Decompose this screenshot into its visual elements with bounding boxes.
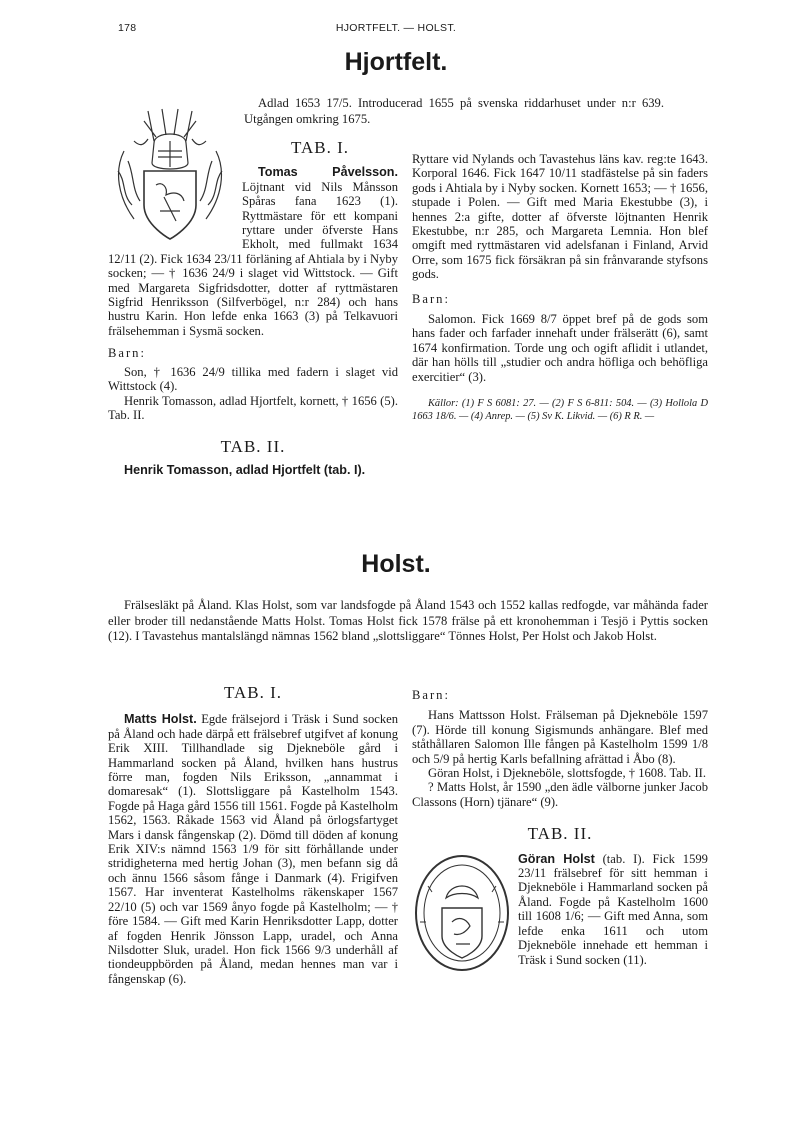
hjortfelt-intro: Adlad 1653 17/5. Introducerad 1655 på svenska riddarhuset under n:r 639. Utgången omkring 1675. xyxy=(244,96,664,126)
child-entry: Son, † 1636 24/9 tillika med fadern i slaget vid Wittstock (4). xyxy=(108,364,398,394)
holst-tab1-heading: TAB. I. xyxy=(223,683,283,702)
holst-left-column xyxy=(108,683,399,986)
child-entry: Hans Mattsson Holst. Frälseman på Djekneböle 1597 (7). Hörde till konung Sigismunds anhängare. Blef med ståthållaren Salomon Ille fången på Kastelholm 1599 1/8 och 5/9 på hertig Karls befallning afrättad i Åbo (8). xyxy=(412,708,708,766)
barn-label: Barn: xyxy=(412,688,450,702)
hjortfelt-tab2-line: Henrik Tomasson, adlad Hjortfelt (tab. I). xyxy=(124,462,366,477)
sources: Källor: (1) F S 6081: 27. — (2) F S 6-811: 504. — (3) Hollola D 1663 18/6. — (4) Anrep. — (5) Sv K. Likvid. — (6) R R. — xyxy=(412,398,708,422)
person-name: Göran Holst xyxy=(518,851,595,866)
hjortfelt-tab2-heading: TAB. II. xyxy=(220,437,286,457)
child-entry: Henrik Tomasson, adlad Hjortfelt, kornett, † 1656 (5). Tab. II. xyxy=(108,393,398,422)
person-name: Tomas Påvelsson. xyxy=(258,165,398,180)
hjortfelt-tab2-text: Ryttare vid Nylands och Tavastehus läns kav. reg:te 1643. Korporal 1646. Fick 1647 10/11 stadfästelse på sin faders gods i Ahtiala by i Nyby socken. Kornett 1653; — † 1656, stupade i Polen. — Gift med Maria Ekestubbe (3), i hennes 2:a gifte, dotter af öfverste löjtnanten Henrik Ekestubbe, n:r 285, och Margareta Lemnia. Hon blef omgift med ryttmästaren vid adelsfanan i Finland, Arvid Orre, som 1675 fick försäkran på sin frånvarande styfsons gods. xyxy=(412,152,708,282)
holst-tab2-heading: TAB. II. xyxy=(527,824,593,844)
holst-intro: Frälsesläkt på Åland. Klas Holst, som var landsfogde på Åland 1543 och 1552 kallas redfogde, var måhända fader eller broder till nedanstående Matts Holst. Tomas Holst fick 1578 frälse på ett kronohemman i Tesjö i Pyttis socken (12). I Tavastehus mantalslängd nämnas 1562 bland „slottsliggare“ Tönnes Holst, Per Holst och Jakob Holst. xyxy=(108,598,708,644)
holst-right-column xyxy=(412,688,708,976)
page-number: 178 xyxy=(118,22,137,34)
child-entry: ? Matts Holst, år 1590 „den ädle välborne junker Jacob Classons (Horn) tjänare“ (9). xyxy=(412,780,708,809)
child-entry: Salomon. Fick 1669 8/7 öppet bref på de gods som hans fader och farfader innehaft under frälserätt (6), samt 1674 konfirmation. Torde ung och ogift aflidit i utlandet, där han hölls till „studier och andra höfliga och behöfliga exercitier“ (3). xyxy=(412,312,708,384)
running-title: HJORTFELT. — HOLST. xyxy=(335,22,457,34)
holst-tab1-text: Egde frälsejord i Träsk i Sund socken på Åland och hade därpå ett frälsebref utgifvet af konung Erik XIII. Tillhandlade sig Djekneböle gård i Hammarland socken på Åland, hvilken hans hustrus förre man, fogden Nils Eriksson, „annammat i domaresak“ (1). Slottsliggare på Kastelholm 1543. Fogde på Haga gård 1556 till 1561. Fogde på Kastelholm 1562, 1563. Råkade 1563 vid Åland på örlogsfartyget Mars i dansk fångenskap (2). Dömd till döden af konung Erik XIV:s nämnd 1563 1/9 för sitt förhållande under stridigheterna med hertig Johan (3), men befann sig då och ännu 1566 såsom fånge i Danmark (4). Frigifven 1567. Har inventerat Kastelholms räkenskaper 1567 22/10 (5) och var 1569 ånyo fogde på Kastelholm; — † före 1584. — Gift med Karin Henriksdotter Lapp, dotter af fogden Henrik Jönsson Lapp, uradel, och Anna Nilsdotter Sluk, uradel. Hon fick 1566 9/3 underhåll af tiondeuppbörden på Åland, medan hennes man var i fångenskap (6). xyxy=(108,712,399,986)
person-name: Matts Holst. xyxy=(124,712,197,727)
child-entry: Göran Holst, i Djekneböle, slottsfogde, † 1608. Tab. II. xyxy=(428,766,707,781)
hjortfelt-right-column xyxy=(412,152,708,423)
seal-icon xyxy=(412,852,512,974)
holst-tab2-text: (tab. I). Fick 1599 23/11 frälsebref för sitt hemman i Djekneböle i Hammarland socken på Åland. Fogde på Kastelholm 1600 till 1608 1/6; — Gift med Anna, som lefde enka 1611 och utom Djekneböle innehade ett hemman i Träsk i Sund socken (11). xyxy=(518,851,708,967)
holst-title: Holst. xyxy=(361,550,431,578)
coat-of-arms-icon xyxy=(104,101,236,249)
hjortfelt-tab1-text: Löjtnant vid Nils Månsson Spåras fana 1623 (1). Ryttmästare för ett kompani ryttare under öfverste Hans Ekholt, med fullmakt 1634 12/11 (2). Fick 1634 23/11 förläning af Ahtiala by i Nyby socken; — † 1636 24/9 i slaget vid Wittstock. — Gift med Margareta Sigfridsdotter, dotter af ryttmästaren Sigfrid Henriksson (Silfverbögel, n:r 284) och hans hustru Karin. Hon lefde enka 1663 (3) på Telkavuori frälsehemman i Sysmä socken. xyxy=(108,179,398,338)
barn-label: Barn: xyxy=(108,346,146,361)
barn-label: Barn: xyxy=(412,291,450,306)
hjortfelt-tab1-heading: TAB. I. xyxy=(290,138,350,157)
hjortfelt-title: Hjortfelt. xyxy=(344,48,448,76)
